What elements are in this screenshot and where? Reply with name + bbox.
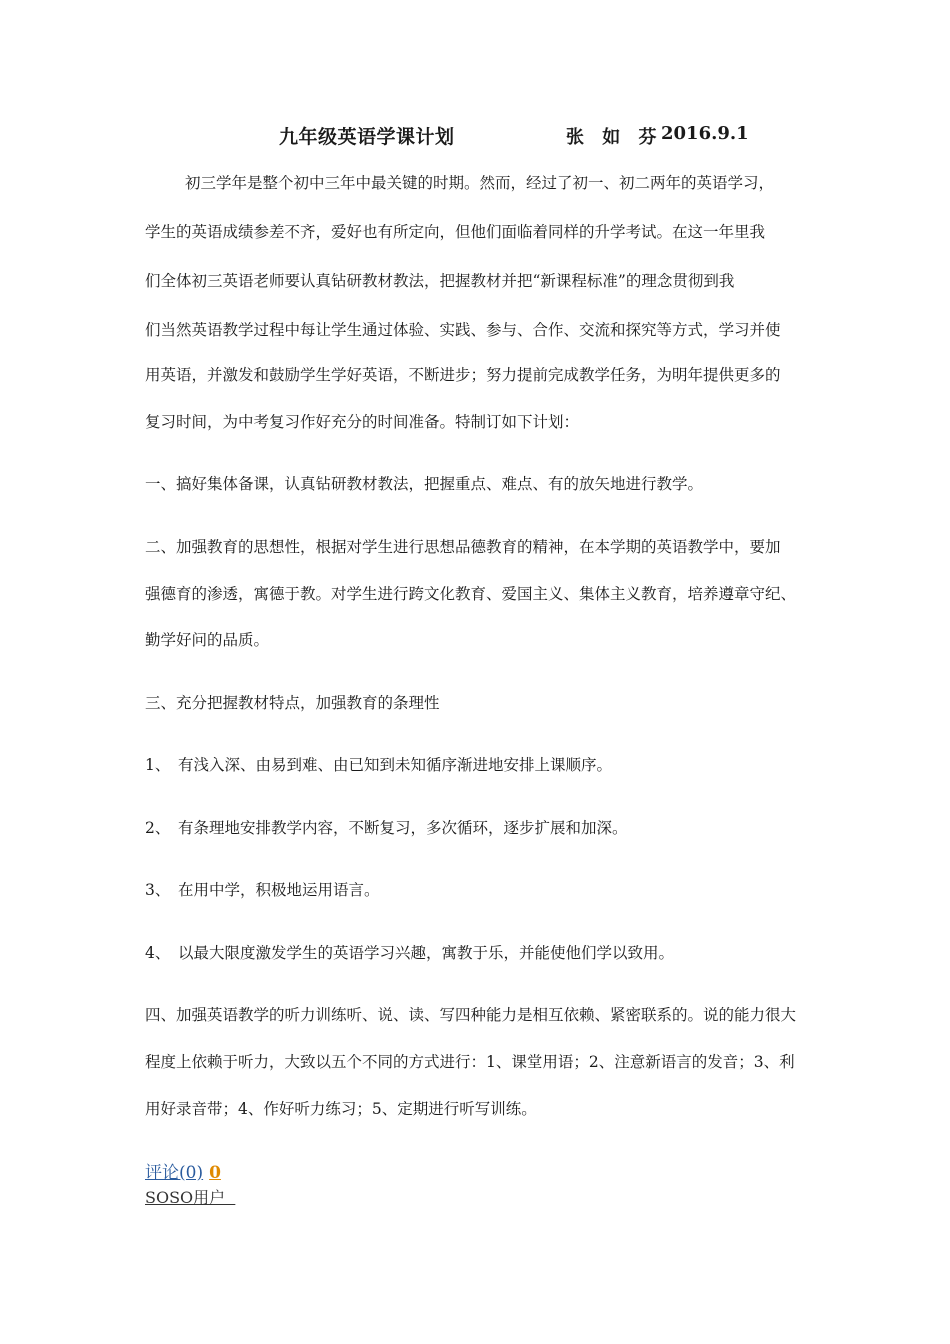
list-item-number: 2、 [145, 819, 171, 837]
comments-link[interactable]: 评论(0) [145, 1163, 204, 1183]
list-item [145, 943, 815, 963]
list-item-text: 在用中学，积极地运用语言。 [178, 881, 380, 899]
intro-line-6: 复习时间，为中考复习作好充分的时间准备。特制订如下计划： [145, 413, 580, 431]
comment-count-link[interactable]: 0 [209, 1163, 221, 1183]
list-item-text: 以最大限度激发学生的英语学习兴趣，寓教于乐，并能使他们学以致用。 [178, 944, 675, 962]
list-item [145, 755, 815, 775]
document-date: 2016.9.1 [661, 123, 749, 144]
list-item-number: 1、 [145, 756, 171, 774]
list-item [145, 880, 815, 900]
section-3-heading: 三、充分把握教材特点，加强教育的条理性 [145, 694, 440, 712]
section-1: 一、搞好集体备课，认真钻研教材教法，把握重点、难点、有的放矢地进行教学。 [145, 475, 704, 493]
list-item-text: 有条理地安排教学内容，不断复习，多次循环，逐步扩展和加深。 [178, 819, 628, 837]
soso-user-link[interactable]: SOSO用户 [145, 1188, 236, 1207]
title-row [0, 122, 950, 154]
document-title: 九年级英语学课计划 [279, 126, 455, 148]
intro-line-2: 学生的英语成绩参差不齐，爱好也有所定向，但他们面临着同样的升学考试。在这一年里我 [145, 223, 766, 241]
intro-line-4: 们当然英语教学过程中每让学生通过体验、实践、参与、合作、交流和探究等方式，学习并使 [145, 321, 781, 339]
list-item-number: 3、 [145, 881, 171, 899]
list-item-number: 4、 [145, 944, 171, 962]
section-2-line-3: 勤学好问的品质。 [145, 631, 270, 649]
author-name: 张 如 芬 [566, 127, 663, 148]
intro-line-3: 们全体初三英语老师要认真钻研教材教法，把握教材并把“新课程标准”的理念贯彻到我 [145, 272, 735, 290]
list-item [145, 818, 815, 838]
section-4-line-3: 用好录音带；4、作好听力练习；5、定期进行听写训练。 [145, 1100, 537, 1118]
intro-line-1: 初三学年是整个初中三年中最关键的时期。然而，经过了初一、初二两年的英语学习， [185, 174, 775, 192]
intro-line-5: 用英语，并激发和鼓励学生学好英语，不断进步；努力提前完成教学任务，为明年提供更多的 [145, 366, 781, 384]
comment-bar [145, 1158, 221, 1183]
section-2-line-2: 强德育的渗透，寓德于教。对学生进行跨文化教育、爱国主义、集体主义教育，培养遵章守纪、 [145, 585, 797, 603]
section-4-line-1: 四、加强英语教学的听力训练听、说、读、写四种能力是相互依赖、紧密联系的。说的能力很大 [145, 1006, 797, 1024]
list-item-text: 有浅入深、由易到难、由已知到未知循序渐进地安排上课顺序。 [178, 756, 613, 774]
section-4-line-2: 程度上依赖于听力，大致以五个不同的方式进行：1、课堂用语；2、注意新语言的发音；3、利 [145, 1053, 795, 1071]
section-2-line-1: 二、加强教育的思想性，根据对学生进行思想品德教育的精神，在本学期的英语教学中，要加 [145, 538, 781, 556]
